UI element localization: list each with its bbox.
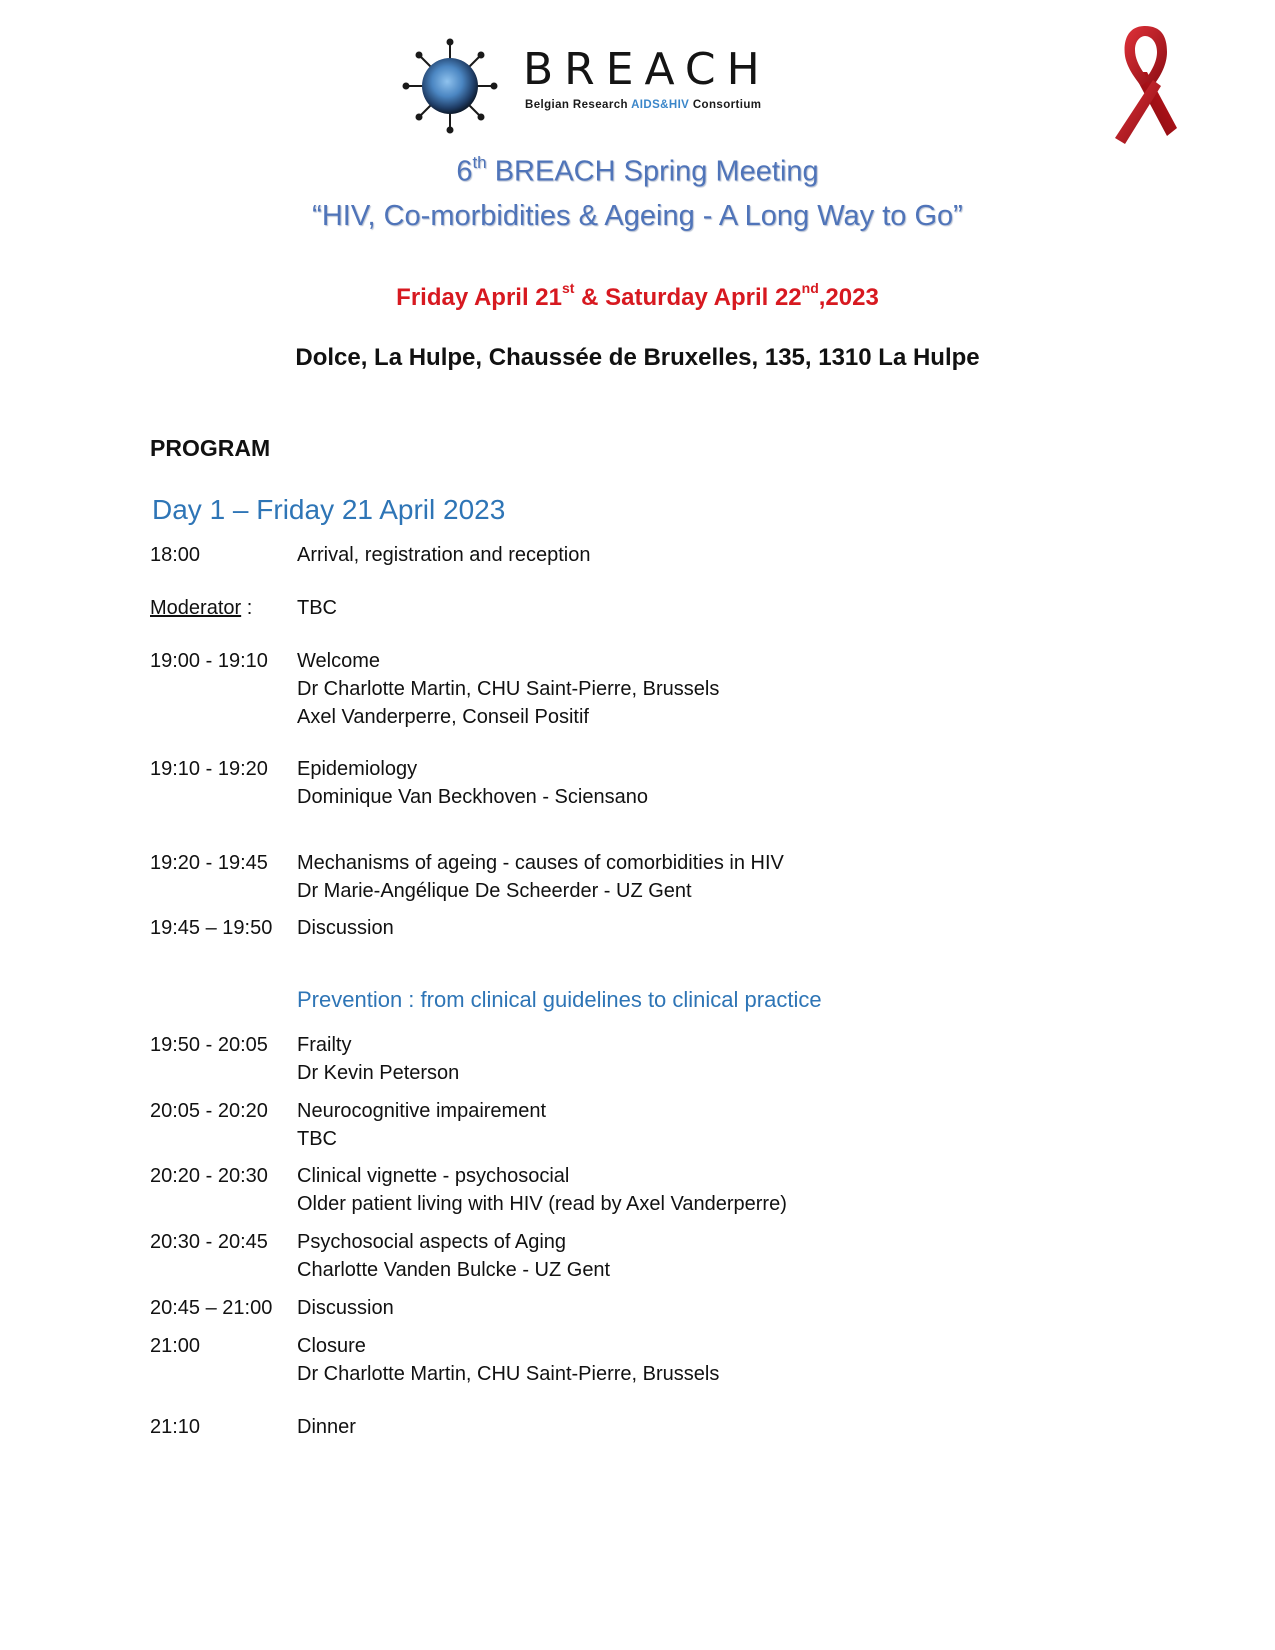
program-heading: PROGRAM xyxy=(150,435,271,461)
program-line: Psychosocial aspects of Aging xyxy=(297,1231,567,1253)
meeting-venue: Dolce, La Hulpe, Chaussée de Bruxelles, 135, 1310 La Hulpe xyxy=(295,344,980,371)
program-description xyxy=(297,647,719,731)
logo-subtitle: Belgian Research AIDS&HIV Consortium xyxy=(525,99,762,111)
day-1-heading: Day 1 – Friday 21 April 2023 xyxy=(152,494,506,525)
program-time: 21:10 xyxy=(150,1416,201,1438)
breach-logo xyxy=(402,38,822,134)
program-line: TBC xyxy=(297,597,337,619)
program-line: Charlotte Vanden Bulcke - UZ Gent xyxy=(297,1259,611,1281)
program-description xyxy=(297,1162,787,1218)
program-description xyxy=(297,1031,459,1087)
program-line: Axel Vanderperre, Conseil Positif xyxy=(297,706,589,728)
section-prevention-heading: Prevention : from clinical guidelines to clinical practice xyxy=(297,987,822,1012)
program-line: Dinner xyxy=(297,1416,356,1438)
program-line: Frailty xyxy=(297,1034,352,1056)
program-time: 19:50 - 20:05 xyxy=(150,1034,268,1056)
program-line: Dominique Van Beckhoven - Sciensano xyxy=(297,786,648,808)
program-line: Older patient living with HIV (read by Axel Vanderperre) xyxy=(297,1193,787,1215)
program-description xyxy=(297,1413,356,1441)
program-time: 21:00 xyxy=(150,1335,201,1357)
meeting-dates: Friday April 21st & Saturday April 22nd,2023 xyxy=(396,280,879,311)
program-line: Discussion xyxy=(297,1297,394,1319)
program-description xyxy=(297,1332,719,1388)
program-description xyxy=(297,849,784,905)
program-time: 19:20 - 19:45 xyxy=(150,852,268,874)
program-line: Neurocognitive impairement xyxy=(297,1100,547,1122)
program-line: Clinical vignette - psychosocial xyxy=(297,1165,570,1187)
red-ribbon-icon xyxy=(1105,24,1185,150)
program-time: 19:45 – 19:50 xyxy=(150,917,273,939)
program-description xyxy=(297,1228,610,1284)
program-line: Closure xyxy=(297,1335,366,1357)
program-description xyxy=(297,1294,394,1322)
program-time: 20:20 - 20:30 xyxy=(150,1165,268,1187)
program-line: Dr Kevin Peterson xyxy=(297,1062,460,1084)
program-line: Dr Charlotte Martin, CHU Saint-Pierre, Brussels xyxy=(297,1363,720,1385)
program-description xyxy=(297,541,590,569)
program-time: 19:00 - 19:10 xyxy=(150,650,268,672)
program-time: 18:00 xyxy=(150,544,201,566)
program-description xyxy=(297,914,394,942)
logo-wordmark: BREACH xyxy=(523,44,771,95)
program-line: Discussion xyxy=(297,917,394,939)
program-time: 20:45 – 21:00 xyxy=(150,1297,273,1319)
program-line: Arrival, registration and reception xyxy=(297,544,591,566)
breach-virus-icon xyxy=(402,38,498,134)
moderator-label: Moderator : xyxy=(150,597,253,619)
program-time: 20:05 - 20:20 xyxy=(150,1100,268,1122)
program-description xyxy=(297,594,337,622)
program-line: Welcome xyxy=(297,650,380,672)
program-line: Mechanisms of ageing - causes of comorbidities in HIV xyxy=(297,852,784,874)
program-line: Dr Charlotte Martin, CHU Saint-Pierre, Brussels xyxy=(297,678,720,700)
program-line: Dr Marie-Angélique De Scheerder - UZ Gent xyxy=(297,880,692,902)
meeting-title: 6th BREACH Spring Meeting xyxy=(456,153,819,188)
program-time: 19:10 - 19:20 xyxy=(150,758,268,780)
program-line: TBC xyxy=(297,1128,337,1150)
meeting-subtitle: “HIV, Co-morbidities & Ageing - A Long Way to Go” xyxy=(312,200,963,232)
program-description xyxy=(297,1097,546,1153)
program-description xyxy=(297,755,648,811)
program-line: Epidemiology xyxy=(297,758,418,780)
program-time: 20:30 - 20:45 xyxy=(150,1231,268,1253)
